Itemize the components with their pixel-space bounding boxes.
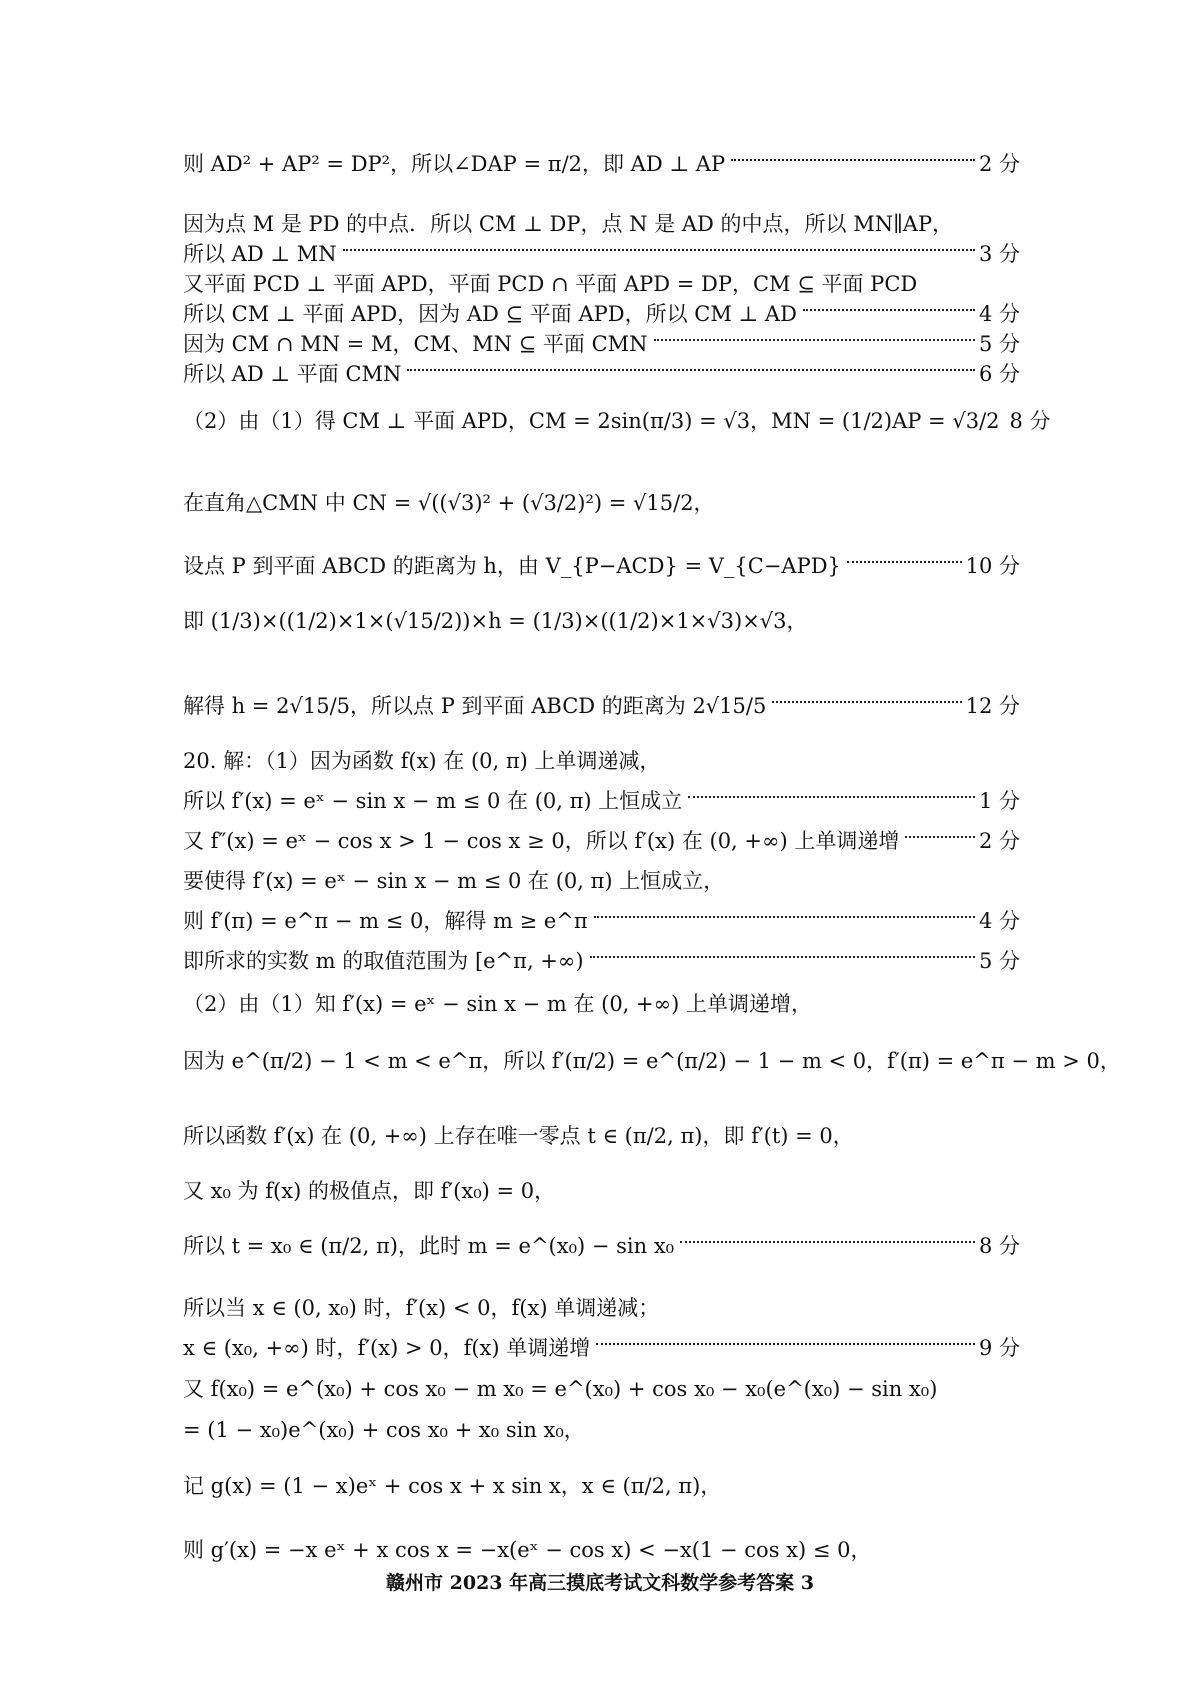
answer-line: 又 f(x₀) = e^(x₀) + cos x₀ − m x₀ = e^(x₀) + cos x₀ − x₀(e^(x₀) − sin x₀) [183, 1377, 938, 1401]
dot-leader [596, 1343, 975, 1345]
answer-line: 所以 t = x₀ ∈ (π/2, π)，此时 m = e^(x₀) − sin x₀ 8 分 [183, 1225, 1020, 1265]
answer-line: 则 AD² + AP² = DP²，所以∠DAP = π/2，即 AD ⊥ AP 2 分 [183, 143, 1020, 183]
score: 8 分 [978, 1234, 1020, 1258]
score: 4 分 [978, 302, 1020, 326]
dot-leader [343, 249, 975, 251]
score: 10 分 [965, 554, 1020, 578]
answer-line: 因为 e^(π/2) − 1 < m < e^π，所以 f′(π/2) = e^(π/2) − 1 − m < 0，f′(π) = e^π − m > 0， [183, 1049, 1121, 1073]
answer-line: 解得 h = 2√15/5，所以点 P 到平面 ABCD 的距离为 2√15/5 12 分 [183, 685, 1020, 725]
answer-line: 又平面 PCD ⊥ 平面 APD，平面 PCD ∩ 平面 APD = DP，CM ⊆ 平面 PCD [183, 272, 918, 296]
answer-line: 记 g(x) = (1 − x)eˣ + cos x + x sin x，x ∈ (π/2, π)， [183, 1474, 722, 1498]
dot-leader [731, 159, 975, 161]
answer-line: 因为点 M 是 PD 的中点．所以 CM ⊥ DP，点 N 是 AD 的中点，所以 MN∥AP， [183, 212, 954, 236]
answer-line: 即 (1/3)×((1/2)×1×(√15/2))×h = (1/3)×((1/2)×1×√3)×√3， [183, 609, 808, 633]
answer-line: 则 g′(x) = −x eˣ + x cos x = −x(eˣ − cos x) < −x(1 − cos x) ≤ 0， [183, 1538, 872, 1562]
page-footer: 赣州市 2023 年高三摸底考试文科数学参考答案 3 [386, 1572, 814, 1594]
answer-line: （2）由（1）知 f′(x) = eˣ − sin x − m 在 (0, +∞) 上单调递增， [183, 992, 812, 1016]
answer-line: x ∈ (x₀, +∞) 时，f′(x) > 0，f(x) 单调递增 9 分 [183, 1327, 1020, 1367]
answer-line: 所以 AD ⊥ 平面 CMN 6 分 [183, 353, 1020, 393]
dot-leader [847, 561, 962, 563]
score: 8 分 [1009, 409, 1051, 433]
answer-line: 所以 CM ⊥ 平面 APD，因为 AD ⊆ 平面 APD，所以 CM ⊥ AD 4 分 [183, 293, 1020, 333]
score: 12 分 [965, 694, 1020, 718]
dot-leader [803, 309, 975, 311]
answer-line: 所以 f′(x) = eˣ − sin x − m ≤ 0 在 (0, π) 上恒成立 1 分 [183, 780, 1020, 820]
score: 4 分 [978, 909, 1020, 933]
dot-leader [905, 836, 975, 838]
answer-line: 因为 CM ∩ MN = M，CM、MN ⊆ 平面 CMN 5 分 [183, 323, 1020, 363]
dot-leader [772, 701, 961, 703]
score: 1 分 [978, 789, 1020, 813]
score: 3 分 [978, 242, 1020, 266]
answer-line: （2）由（1）得 CM ⊥ 平面 APD，CM = 2sin(π/3) = √3，MN = (1/2)AP = √3/2 8 分 [183, 400, 1020, 440]
score: 2 分 [978, 829, 1020, 853]
answer-line: 设点 P 到平面 ABCD 的距离为 h，由 V_{P−ACD} = V_{C−APD} 10 分 [183, 545, 1020, 585]
answer-line: 20. 解：（1）因为函数 f(x) 在 (0, π) 上单调递减， [183, 749, 661, 773]
dot-leader [680, 1241, 975, 1243]
score: 9 分 [978, 1336, 1020, 1360]
dot-leader [654, 339, 975, 341]
score: 5 分 [978, 949, 1020, 973]
score: 2 分 [978, 152, 1020, 176]
answer-line: 所以 AD ⊥ MN 3 分 [183, 233, 1020, 273]
answer-line: 则 f′(π) = e^π − m ≤ 0，解得 m ≥ e^π 4 分 [183, 900, 1020, 940]
answer-line: 即所求的实数 m 的取值范围为 [e^π, +∞) 5 分 [183, 940, 1020, 980]
dot-leader [594, 916, 975, 918]
dot-leader [407, 369, 975, 371]
answer-line: 又 x₀ 为 f(x) 的极值点，即 f′(x₀) = 0， [183, 1179, 556, 1203]
answer-line: 又 f″(x) = eˣ − cos x > 1 − cos x ≥ 0，所以 f′(x) 在 (0, +∞) 上单调递增 2 分 [183, 820, 1020, 860]
dot-leader [590, 956, 975, 958]
answer-line: 要使得 f′(x) = eˣ − sin x − m ≤ 0 在 (0, π) 上恒成立， [183, 869, 725, 893]
dot-leader [688, 796, 975, 798]
score: 6 分 [978, 362, 1020, 386]
answer-line: 在直角△CMN 中 CN = √((√3)² + (√3/2)²) = √15/2， [183, 491, 715, 515]
answer-line: 所以当 x ∈ (0, x₀) 时，f′(x) < 0，f(x) 单调递减； [183, 1296, 660, 1320]
answer-line: 所以函数 f′(x) 在 (0, +∞) 上存在唯一零点 t ∈ (π/2, π)，即 f′(t) = 0， [183, 1124, 854, 1148]
answer-line: = (1 − x₀)e^(x₀) + cos x₀ + x₀ sin x₀， [183, 1418, 585, 1442]
score: 5 分 [978, 332, 1020, 356]
